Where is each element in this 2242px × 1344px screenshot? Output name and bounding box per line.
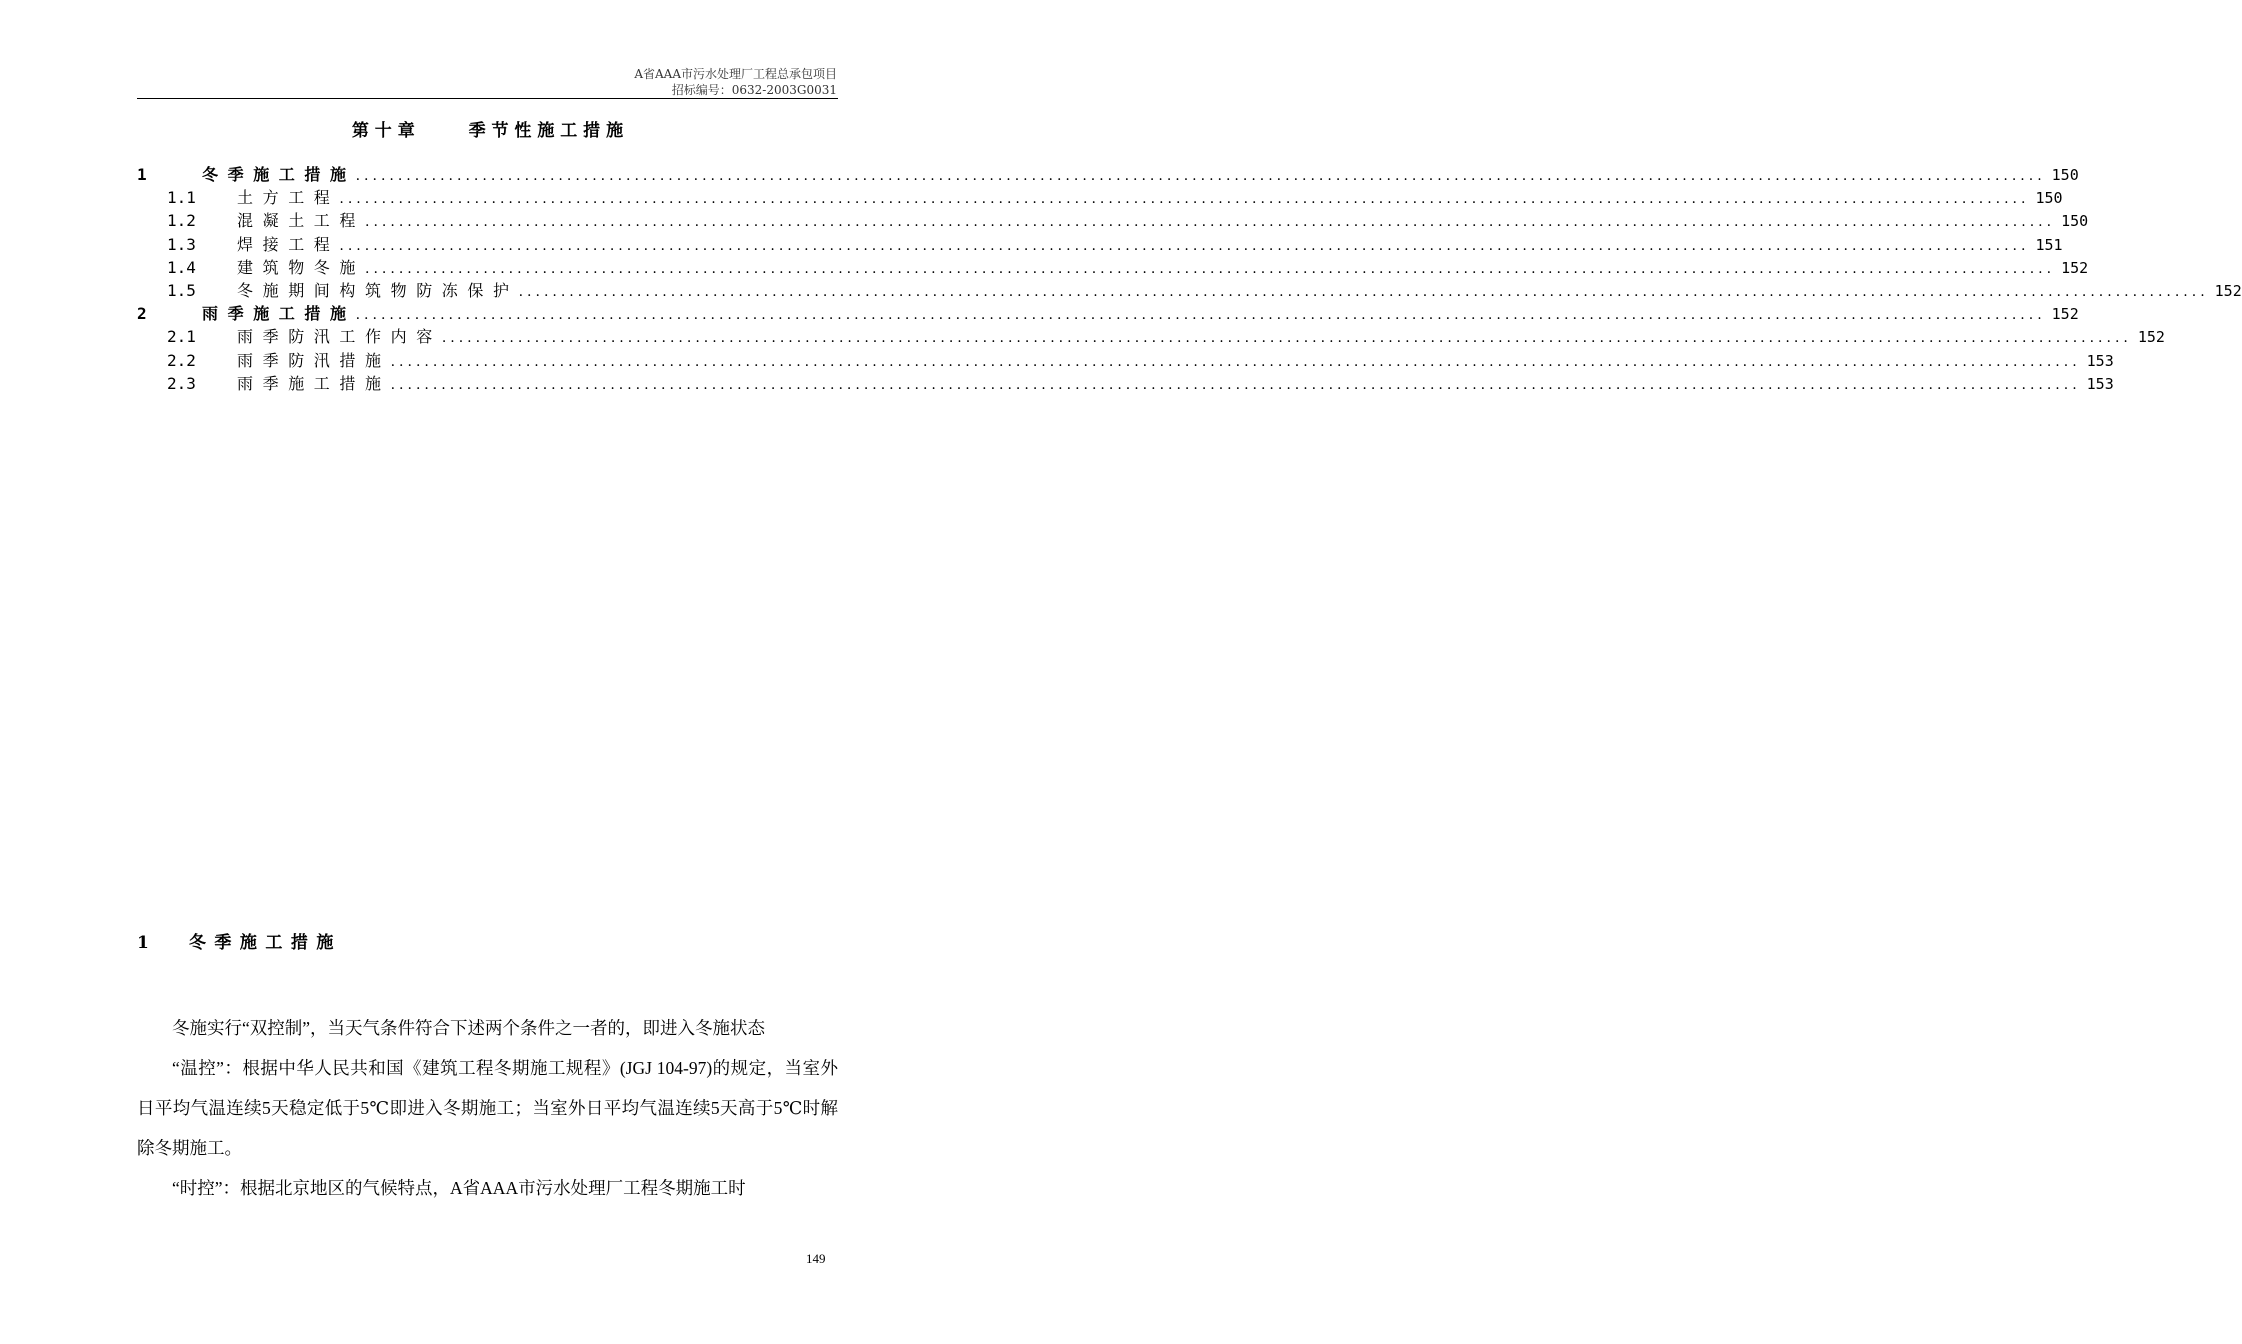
toc-entry[interactable] — [137, 371, 2114, 394]
toc-entry-number: 1.1 — [167, 188, 196, 208]
toc-entry-number: 2.3 — [167, 373, 196, 393]
toc-entry[interactable] — [137, 324, 2165, 347]
toc-entry-page: 150 — [2051, 166, 2079, 184]
toc-entry-page: 151 — [2035, 235, 2063, 254]
toc-entry-label: 雨季防汛措施 — [237, 350, 391, 370]
toc-entry-label: 雨季施工措施 — [237, 373, 391, 393]
header-tender-number: 招标编号：0632-2003G0031 — [671, 83, 837, 97]
chapter-name: 季 节 性 施 工 措 施 — [468, 121, 624, 141]
chapter-title — [137, 116, 838, 141]
toc-entry[interactable] — [137, 278, 2242, 301]
chapter-number: 第 十 章 — [351, 121, 415, 141]
toc-entry[interactable] — [137, 232, 2063, 255]
toc-entry-number: 2 — [137, 304, 147, 324]
toc-entry-label: 雨季施工措施 — [202, 304, 356, 324]
toc-leader-dots: ........................................................................................................................................................................................................ — [390, 376, 2081, 393]
toc-leader-dots: ........................................................................................................................................................................................................ — [518, 283, 2209, 300]
body-text — [137, 1008, 838, 1208]
toc-entry-page: 153 — [2086, 351, 2114, 370]
section-title: 冬季施工措施 — [188, 933, 342, 953]
section-heading — [137, 928, 342, 953]
toc-leader-dots: ........................................................................................................................................................................................................ — [365, 260, 2056, 277]
toc-entry[interactable] — [137, 301, 2079, 324]
section-number: 1 — [137, 933, 149, 953]
toc-entry-number: 2.2 — [167, 350, 196, 370]
toc-entry-page: 152 — [2214, 281, 2242, 300]
toc-entry[interactable] — [137, 348, 2114, 371]
toc-leader-dots: ........................................................................................................................................................................................................ — [390, 353, 2081, 370]
toc-entry-number: 1.2 — [167, 211, 196, 231]
toc-entry-label: 焊接工程 — [237, 234, 340, 254]
toc-entry-number: 1 — [137, 165, 147, 184]
toc-entry-number: 1.3 — [167, 234, 196, 254]
toc-leader-dots: ........................................................................................................................................................................................................ — [441, 330, 2132, 347]
paragraph: “时控”：根据北京地区的气候特点，A省AAA市污水处理厂工程冬期施工时 — [172, 1178, 746, 1198]
toc-entry-page: 153 — [2086, 374, 2114, 393]
header-project-name: A省AAA市污水处理厂工程总承包项目 — [634, 67, 837, 81]
toc-entry[interactable] — [137, 162, 2079, 185]
toc-entry-label: 建筑物冬施 — [237, 257, 366, 277]
toc-entry-label: 冬施期间构筑物防冻保护 — [237, 280, 519, 300]
toc-entry-number: 1.4 — [167, 257, 196, 277]
toc-leader-dots: ........................................................................................................................................................................................................ — [339, 191, 2030, 208]
toc-entry-label: 冬季施工措施 — [202, 165, 356, 184]
toc-leader-dots: ........................................................................................................................................................................................................ — [355, 168, 2046, 184]
toc-entry-page: 150 — [2035, 189, 2063, 208]
toc-entry[interactable] — [137, 185, 2063, 208]
toc-entry-label: 土方工程 — [237, 188, 340, 208]
toc-entry[interactable] — [137, 255, 2089, 278]
toc-entry[interactable] — [137, 208, 2089, 231]
page-header — [634, 66, 837, 98]
toc-entry-number: 2.1 — [167, 327, 196, 347]
toc-leader-dots: ........................................................................................................................................................................................................ — [355, 307, 2046, 324]
toc-entry-page: 150 — [2061, 212, 2089, 231]
toc-entry-page: 152 — [2061, 258, 2089, 277]
header-divider — [137, 98, 838, 99]
toc-leader-dots: ........................................................................................................................................................................................................ — [339, 237, 2030, 254]
toc-entry-label: 雨季防汛工作内容 — [237, 327, 442, 347]
paragraph: “温控”：根据中华人民共和国《建筑工程冬期施工规程》(JGJ 104-97)的规定，当室外日平均气温连续5天稳定低于5℃即进入冬期施工；当室外日平均气温连续5天高于5℃时解除冬期施工。 — [137, 1058, 838, 1158]
paragraph: 冬施实行“双控制”，当天气条件符合下述两个条件之一者的，即进入冬施状态 — [172, 1018, 766, 1038]
table-of-contents — [137, 162, 2242, 394]
toc-entry-number: 1.5 — [167, 280, 196, 300]
toc-entry-page: 152 — [2137, 328, 2165, 347]
toc-entry-label: 混凝土工程 — [237, 211, 366, 231]
toc-leader-dots: ........................................................................................................................................................................................................ — [365, 214, 2056, 231]
page-number: 149 — [806, 1251, 826, 1266]
toc-entry-page: 152 — [2051, 305, 2079, 324]
